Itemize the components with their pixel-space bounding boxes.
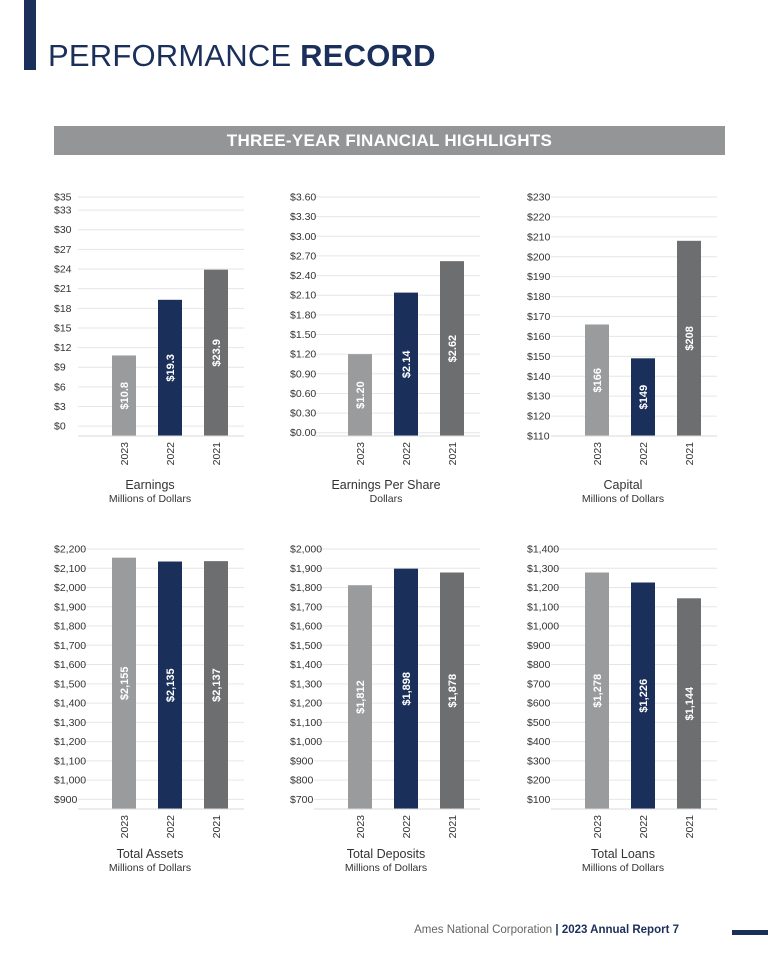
chart-subtitle: Millions of Dollars [344,862,428,874]
y-tick-label: $1,000 [54,774,87,787]
chart-total-deposits [286,537,523,874]
chart-capital [523,185,760,515]
y-tick-label: $1,300 [290,678,323,691]
y-tick-label: $1.50 [290,329,317,342]
y-tick-label: $1,300 [54,716,87,729]
y-tick-label: $0.90 [290,368,317,381]
x-tick-label: 2021 [684,815,696,839]
chart-subtitle: Dollars [369,493,403,505]
y-tick-label: $12 [54,342,72,355]
x-tick-label: 2021 [447,815,459,839]
header-accent-bar [24,0,36,70]
x-tick-label: 2022 [165,815,177,839]
chart-total-assets-caption [50,847,250,875]
chart-eps-svg [286,185,486,475]
x-tick-label: 2022 [638,442,650,466]
x-tick-label: 2022 [165,442,177,466]
x-tick-label: 2022 [401,815,413,839]
y-tick-label: $190 [527,271,551,284]
x-tick-label: 2023 [119,442,131,466]
y-tick-label: $2.40 [290,270,317,283]
chart-total-deposits-svg [286,537,486,847]
bar-value-label: $1,878 [447,673,459,708]
y-tick-label: $0.00 [290,427,317,440]
y-tick-label: $9 [54,361,66,374]
page-title-light: PERFORMANCE [48,38,292,73]
x-tick-label: 2021 [211,442,223,466]
chart-title: Total Assets [116,847,184,861]
y-tick-label: $1,400 [527,543,560,556]
y-tick-label: $130 [527,390,551,403]
footer-report: 2023 Annual Report 7 [561,924,679,936]
y-tick-label: $3.30 [290,211,317,224]
chart-earnings [50,185,287,515]
y-tick-label: $1,800 [54,620,87,633]
y-tick-label: $2,200 [54,543,87,556]
y-tick-label: $1,000 [527,620,560,633]
bar-value-label: $2.14 [401,350,413,379]
footer-separator: | [555,924,559,936]
y-tick-label: $1,400 [54,697,87,710]
y-tick-label: $0 [54,420,66,433]
x-tick-label: 2023 [119,815,131,839]
chart-total-loans-caption [523,847,723,875]
y-tick-label: $140 [527,370,551,383]
bar-value-label: $10.8 [119,381,131,410]
y-tick-label: $2,000 [54,582,87,595]
y-tick-label: $110 [527,430,550,443]
chart-earnings-svg [50,185,250,475]
y-tick-label: $1,700 [54,639,87,652]
y-tick-label: $1,400 [290,659,323,672]
chart-title: Capital [603,478,643,492]
y-tick-label: $24 [54,263,72,276]
y-tick-label: $900 [290,755,314,768]
chart-earnings-caption [50,478,250,506]
bar-value-label: $1.20 [355,381,367,409]
y-tick-label: $6 [54,381,66,394]
bar-value-label: $1,278 [592,673,604,708]
y-tick-label: $300 [527,755,551,768]
y-tick-label: $1,600 [54,659,87,672]
y-tick-label: $1,900 [290,562,323,575]
y-tick-label: $1,000 [290,736,323,749]
y-tick-label: $1,600 [290,620,323,633]
y-tick-label: $15 [54,322,72,335]
bar-value-label: $1,226 [638,678,650,713]
y-tick-label: $700 [290,793,314,806]
chart-title: Earnings Per Share [331,478,441,492]
chart-total-loans [523,537,760,874]
y-tick-label: $220 [527,211,551,224]
y-tick-label: $600 [527,697,551,710]
x-tick-label: 2021 [684,442,696,466]
y-tick-label: $700 [527,678,551,691]
bar-value-label: $208 [684,326,696,351]
x-tick-label: 2023 [592,815,604,839]
x-tick-label: 2023 [355,442,367,466]
chart-capital-svg [523,185,723,475]
bar-value-label: $19.3 [165,354,177,382]
y-tick-label: $1,800 [290,582,323,595]
bar-value-label: $23.9 [211,339,223,367]
bar-value-label: $2.62 [447,334,459,363]
y-tick-label: $160 [527,330,551,343]
y-tick-label: $1,700 [290,601,323,614]
y-tick-label: $1,500 [54,678,87,691]
y-tick-label: $230 [527,191,551,204]
y-tick-label: $200 [527,774,551,787]
y-tick-label: $2.70 [290,250,317,263]
y-tick-label: $100 [527,793,551,806]
x-tick-label: 2023 [355,815,367,839]
y-tick-label: $1,900 [54,601,87,614]
y-tick-label: $21 [54,283,72,296]
y-tick-label: $30 [54,224,72,237]
x-tick-label: 2022 [401,442,413,466]
y-tick-label: $1,300 [527,562,560,575]
x-tick-label: 2021 [211,815,223,839]
y-tick-label: $500 [527,716,551,729]
x-tick-label: 2021 [447,442,459,466]
y-tick-label: $0.30 [290,407,317,420]
chart-total-assets [50,537,287,874]
y-tick-label: $35 [54,191,72,204]
bar-value-label: $166 [592,367,604,393]
y-tick-label: $2.10 [290,289,317,302]
y-tick-label: $180 [527,291,551,304]
y-tick-label: $3 [54,401,66,414]
y-tick-label: $18 [54,302,72,315]
chart-capital-caption [523,478,723,506]
y-tick-label: $3.60 [290,191,317,204]
y-tick-label: $1,500 [290,639,323,652]
chart-subtitle: Millions of Dollars [108,493,192,505]
footer-accent-bar [732,930,768,935]
chart-subtitle: Millions of Dollars [581,493,665,505]
x-tick-label: 2022 [638,815,650,839]
y-tick-label: $150 [527,350,551,363]
y-tick-label: $33 [54,204,72,217]
chart-subtitle: Millions of Dollars [108,862,192,874]
y-tick-label: $0.60 [290,387,317,400]
x-tick-label: 2023 [592,442,604,466]
y-tick-label: $210 [527,231,551,244]
y-tick-label: $1,100 [290,716,323,729]
y-tick-label: $27 [54,243,72,256]
bar-value-label: $2,135 [165,668,177,703]
y-tick-label: $900 [527,639,551,652]
bar-value-label: $1,898 [401,671,413,706]
y-tick-label: $2,100 [54,562,87,575]
y-tick-label: $800 [527,659,551,672]
bar-value-label: $2,155 [119,666,131,701]
chart-eps [286,185,523,515]
y-tick-label: $1,200 [527,582,560,595]
y-tick-label: $400 [527,736,551,749]
page-title [48,38,436,74]
chart-title: Total Deposits [346,847,426,861]
y-tick-label: $1,200 [290,697,323,710]
y-tick-label: $200 [527,251,551,264]
bar-value-label: $1,144 [684,686,696,721]
section-banner: THREE-YEAR FINANCIAL HIGHLIGHTS [54,126,725,155]
y-tick-label: $1,200 [54,736,87,749]
y-tick-label: $1,100 [54,755,87,768]
y-tick-label: $1.80 [290,309,317,322]
bar-value-label: $149 [638,384,650,410]
bar-value-label: $1,812 [355,680,367,714]
y-tick-label: $900 [54,793,78,806]
y-tick-label: $3.00 [290,230,317,243]
page-title-bold: RECORD [300,38,436,73]
chart-eps-caption [286,478,486,506]
chart-title: Earnings [125,478,175,492]
footer-company: Ames National Corporation [414,924,553,936]
y-tick-label: $120 [527,410,551,423]
y-tick-label: $1.20 [290,348,317,361]
chart-total-deposits-caption [286,847,486,875]
chart-total-loans-svg [523,537,723,847]
y-tick-label: $800 [290,774,314,787]
y-tick-label: $2,000 [290,543,323,556]
footer [414,924,679,936]
chart-subtitle: Millions of Dollars [581,862,665,874]
y-tick-label: $1,100 [527,601,560,614]
y-tick-label: $170 [527,311,551,323]
bar-value-label: $2,137 [211,668,223,702]
chart-title: Total Loans [591,847,655,861]
chart-total-assets-svg [50,537,250,847]
